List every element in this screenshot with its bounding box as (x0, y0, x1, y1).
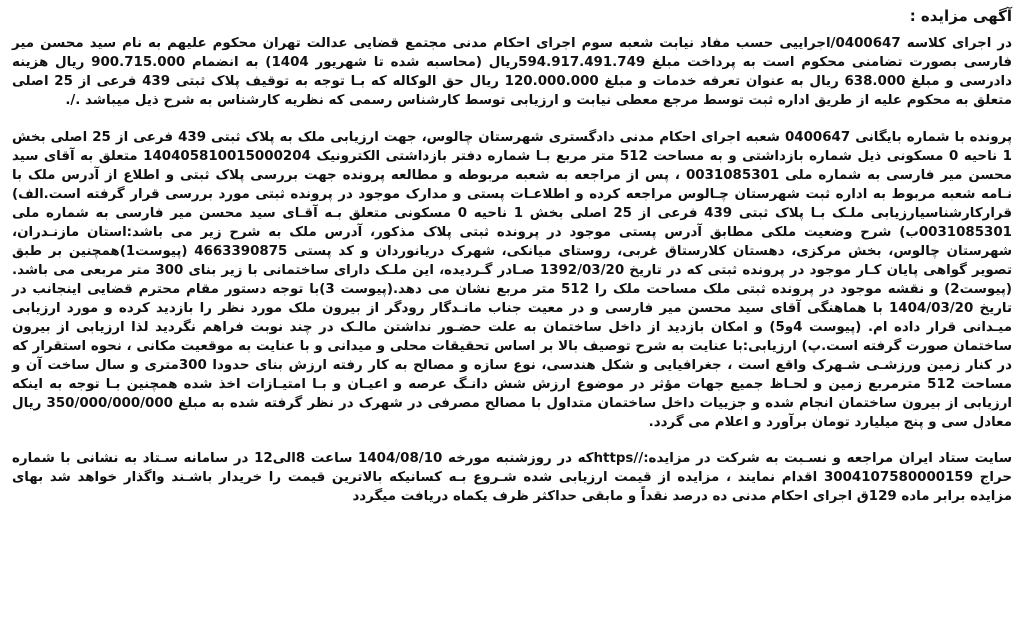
notice-heading: آگهی مزایده : (909, 7, 1012, 25)
notice-paragraph-judgment: در اجرای کلاسه 0400647/اجراییی حسب مفاد نیابت شعبه سوم اجرای احکام مدنی مجتمع قضایی عدالت تهران محکوم علیهم به نام سید محسن میر فارسی بصورت تضامنی محکوم است به پرداخت مبلغ 594.917.491.749ریال (محاسبه شده تا شهریور 1404) به انضمام 900.715.000 ریال هزینه دادرسی و مبلغ 638.000 ریال به عنوان تعرفه خدمات و مبلغ 120.000.000 ریال حق الوکاله که بـا توجه به توقیف پلاک ثبتی 439 فرعی از 25 اصلی متعلق به محکوم علیه از طریق اداره ثبت توسط مرجع معطی نیابت و ارزیابی توسط کارشناس رسمی که نظریه کارشناس به شرح ذیل میباشد ./. (12, 36, 1013, 108)
notice-paragraph-auction-terms: سایت ستاد ایران مراجعه و نسـبت به شرکت در مزایده://httpsکه در روزشنبه مورخه 1404/08/10 ساعت 8الی12 در سامانه سـتاد به نشانی با شماره حراج 3004107580000159 اقدام نمایند ، مزایده از قیمت ارزیابی شده شـروع بـه کسانیکه بالاترین قیمت را خریدار باشـند واگذار خواهد شد بهای مزایده برابر ماده 129ق اجرای احکام مدنی ده درصد نقداً و مابقی حداکثر ظرف یکماه دریافت میگردد (12, 451, 1012, 504)
notice-paragraph-appraisal: پرونده با شماره بایگانی 0400647 شعبه اجرای احکام مدنی دادگستری شهرستان چالوس، جهت ارزیابی ملک به پلاک ثبتی 439 فرعی از 25 اصلی بخش 1 ناحیه 0 مسکونی ذیل شماره بازداشتی و به مساحت 512 متر مربع بـا شماره دفتر بازداشتی الکترونیک 140405810015000204 متعلق به آقای سید محسن میر فارسی به شماره ملی 0031085301 ، پس از مراجعه به شعبه مربوطه و مطالعه پرونده جهت بررسی پلاک ثبتی و اطلاع از آدرس ملک با نـامه شعبه مربوط به اداره ثبت شهرستان چـالوس مراجعه کرده و اطلاعـات پستی و مدارک موجود در پرونده ثبتی مورد بررسی قرار گرفته است.الف) قرارکارشناسیارزیابی ملـک بـا پلاک ثبتی 439 فرعی از 25 اصلی بخش 1 ناحیه 0 مسکونی متعلق بـه آقـای سید محسن میر فارسی به شماره ملی 0031085301ب) شرح وضعیت ملکی مطابق آدرس پستی موجود در پرونده ثبتی پلاک مذکور، آدرس ملک به شرح زیر می باشد:استان مازنـدران، شهرستان چالوس، بخش مرکزی، دهستان کلارستاق غربی، روستای میانکی، شهرک دریانوردان و کد پستی 4663390875 (پیوست1)همچنین بر طبق تصویر گواهی پایان کـار موجود در پرونده ثبتی که در تاریخ 1392/03/20 صـادر گـردیده، این ملـک دارای ساختمانی با زیر بنای 300 متر مربعی می باشد.(پیوست2) و نقشه موجود در پرونده ثبتی ملک مساحت ملک را 512 متر مربع نشان می دهد.(پیوست 3)با توجه دستور مقام محترم قضایی اینجانب در تاریخ 1404/03/20 با هماهنگی آقای سید محسن میر فارسی و در معیت جناب مانـدگار رودگر از بیرون ملک مورد نظر را بازدید کرده و مورد ارزیابی میـدانی قرار داده ام. (پیوست 4و5) و امکان بازدید از داخل ساختمان به علت حضـور نداشتن مالـک در چند نوبت فراهم نگردید لذا ارزیابی از بیرون ساختمان صورت گرفته است.پ) ارزیابی:با عنایت به شرح توصیف بالا بر اساس تحقیقات محلی و میدانی و با عنایت به موقعیت مکانی ، نحوه استقرار که در کنار زمین ورزشـی شـهرک واقع است ، جغرافیایی و شکل هندسی، نوع سازه و مصالح به کار رفته ارزش بنای حدودا 300متری و سال ساخت آن و مساحت 512 مترمربع زمین و لحـاظ جمیع جهات مؤثر در موضوع ارزش شش دانـگ عرصه و اعیـان و بـا امتیـازات اخذ شده همچنین بـا توجه به اینکه ارزیابی از بیرون ساختمان انجام شده و جزییات داخل ساختمان متداول با مصالح مصرفی در شهرک در نظر گرفته شده به مبلغ 350/000/000/000 ریال معادل سی و پنج میلیارد تومان برآورد و اعلام می گردد. (12, 130, 1013, 430)
